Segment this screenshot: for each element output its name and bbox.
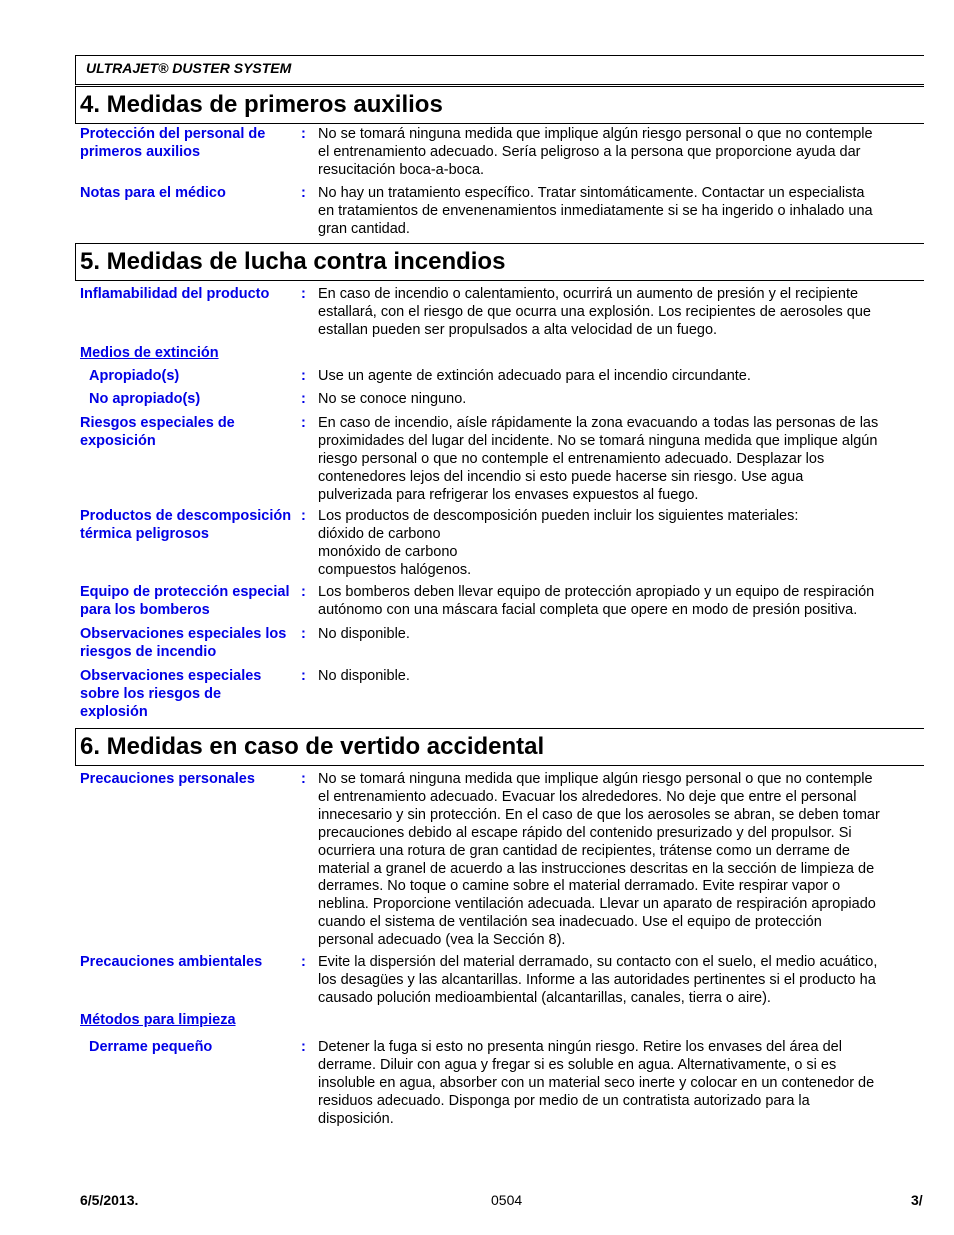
field-value: No hay un tratamiento específico. Tratar sintomáticamente. Contactar un especialista en tratamientos de envenenamientos inmediatamente si se ha ingerido o inhalado una gran cantidad. — [318, 185, 873, 237]
footer-page-number: 3/ — [911, 1192, 923, 1208]
field-value: Los bomberos deben llevar equipo de protección apropiado y un equipo de respiración autónomo con una máscara facial completa que opere en modo de presión positiva. — [318, 584, 875, 618]
field-value: No disponible. — [318, 668, 410, 684]
field-label: Precauciones personales — [80, 771, 255, 787]
separator: : — [301, 368, 306, 384]
field-value: No se tomará ninguna medida que implique algún riesgo personal o que no contemple el entrenamiento adecuado. Sería peligroso a la persona que proporcione ayuda dar resucitación boca-a-boca. — [318, 126, 873, 178]
field-value: No se tomará ninguna medida que implique algún riesgo personal o que no contemple el entrenamiento adecuado. Evacuar los alrededores. No deje que entre el personal innecesario y sin protección. En el caso de que los aerosoles se abran, se deben tomar precauciones debido al escape rápido del contenido presurizado y del propulsor. Si ocurriera una rotura de gran cantidad de recipientes, trátense como un derrame de material a granel de acuerdo a las instrucciones descritas en la sección de limpieza de derrames. No toque o camine sobre el material derramado. Evite respirar vapor o neblina. Proporcione ventilación adecuada. Llevar un aparato de respiración apropiado cuando el sistema de ventilación sea inadecuado. Use el equipo de protección personal adecuado (vea la Sección 8). — [318, 771, 880, 949]
field-label: Inflamabilidad del producto — [80, 286, 270, 302]
separator: : — [301, 1039, 306, 1055]
field-label: Productos de descomposición térmica peligrosos — [80, 508, 292, 542]
field-label: Apropiado(s) — [89, 368, 180, 384]
separator: : — [301, 584, 306, 600]
footer-date: 6/5/2013. — [80, 1192, 139, 1208]
field-value: Detener la fuga si esto no presenta ningún riesgo. Retire los envases del área del derrame. Diluir con agua y fregar si es soluble en agua. Alternativamente, o si es insoluble en agua, absorber con un material seco inerte y colocar en un contenedor de residuos adecuado. Disponga por medio de un contratista autorizado para la disposición. — [318, 1039, 875, 1127]
field-value: Evite la dispersión del material derramado, su contacto con el suelo, el medio acuático, los desagües y las alcantarillas. Informe a las autoridades pertinentes si el producto ha causado polución medioambiental (alcantarillas, canales, tierra o aire). — [318, 954, 878, 1006]
separator: : — [301, 626, 306, 642]
field-value: En caso de incendio, aísle rápidamente la zona evacuando a todas las personas de las proximidades del lugar del incidente. No se tomará ninguna medida que implique algún riesgo personal o que no contemple el entrenamiento adecuado. Desplazar los contenedores lejos del incendio si esto puede hacerse sin riesgo. Use agua pulverizada para refrigerar los envases expuestos al fuego. — [318, 415, 879, 503]
separator: : — [301, 954, 306, 970]
field-label: Riesgos especiales de exposición — [80, 415, 235, 449]
footer-code: 0504 — [491, 1192, 523, 1208]
separator: : — [301, 508, 306, 524]
separator: : — [301, 668, 306, 684]
subheading-extinction-media: Medios de extinción — [80, 345, 219, 361]
field-label: Observaciones especiales los riesgos de incendio — [80, 626, 287, 660]
section-4-title: 4. Medidas de primeros auxilios — [75, 86, 924, 124]
field-label: Equipo de protección especial para los bomberos — [80, 584, 290, 618]
section-5-title: 5. Medidas de lucha contra incendios — [75, 243, 924, 281]
field-label: No apropiado(s) — [89, 391, 201, 407]
separator: : — [301, 126, 306, 142]
field-label: Protección del personal de primeros auxilios — [80, 126, 266, 160]
field-value: No se conoce ninguno. — [318, 391, 467, 407]
separator: : — [301, 771, 306, 787]
field-value: No disponible. — [318, 626, 410, 642]
field-label: Derrame pequeño — [89, 1039, 213, 1055]
separator: : — [301, 415, 306, 431]
separator: : — [301, 185, 306, 201]
field-value: En caso de incendio o calentamiento, ocurrirá un aumento de presión y el recipiente estallará, con el riesgo de que ocurra una explosión. Los recipientes de aerosoles que estallan pueden ser propulsados a alta velocidad de un fuego. — [318, 286, 871, 338]
subheading-cleanup-methods: Métodos para limpieza — [80, 1012, 236, 1028]
field-label: Precauciones ambientales — [80, 954, 263, 970]
field-label: Observaciones especiales sobre los riesgos de explosión — [80, 668, 262, 720]
product-name: ULTRAJET® DUSTER SYSTEM — [75, 55, 924, 85]
field-value: Use un agente de extinción adecuado para el incendio circundante. — [318, 368, 751, 384]
separator: : — [301, 391, 306, 407]
section-6-title: 6. Medidas en caso de vertido accidental — [75, 728, 924, 766]
field-value: Los productos de descomposición pueden incluir los siguientes materiales: dióxido de carbono monóxido de carbono compuestos halógenos. — [318, 508, 799, 578]
separator: : — [301, 286, 306, 302]
field-label: Notas para el médico — [80, 185, 226, 201]
